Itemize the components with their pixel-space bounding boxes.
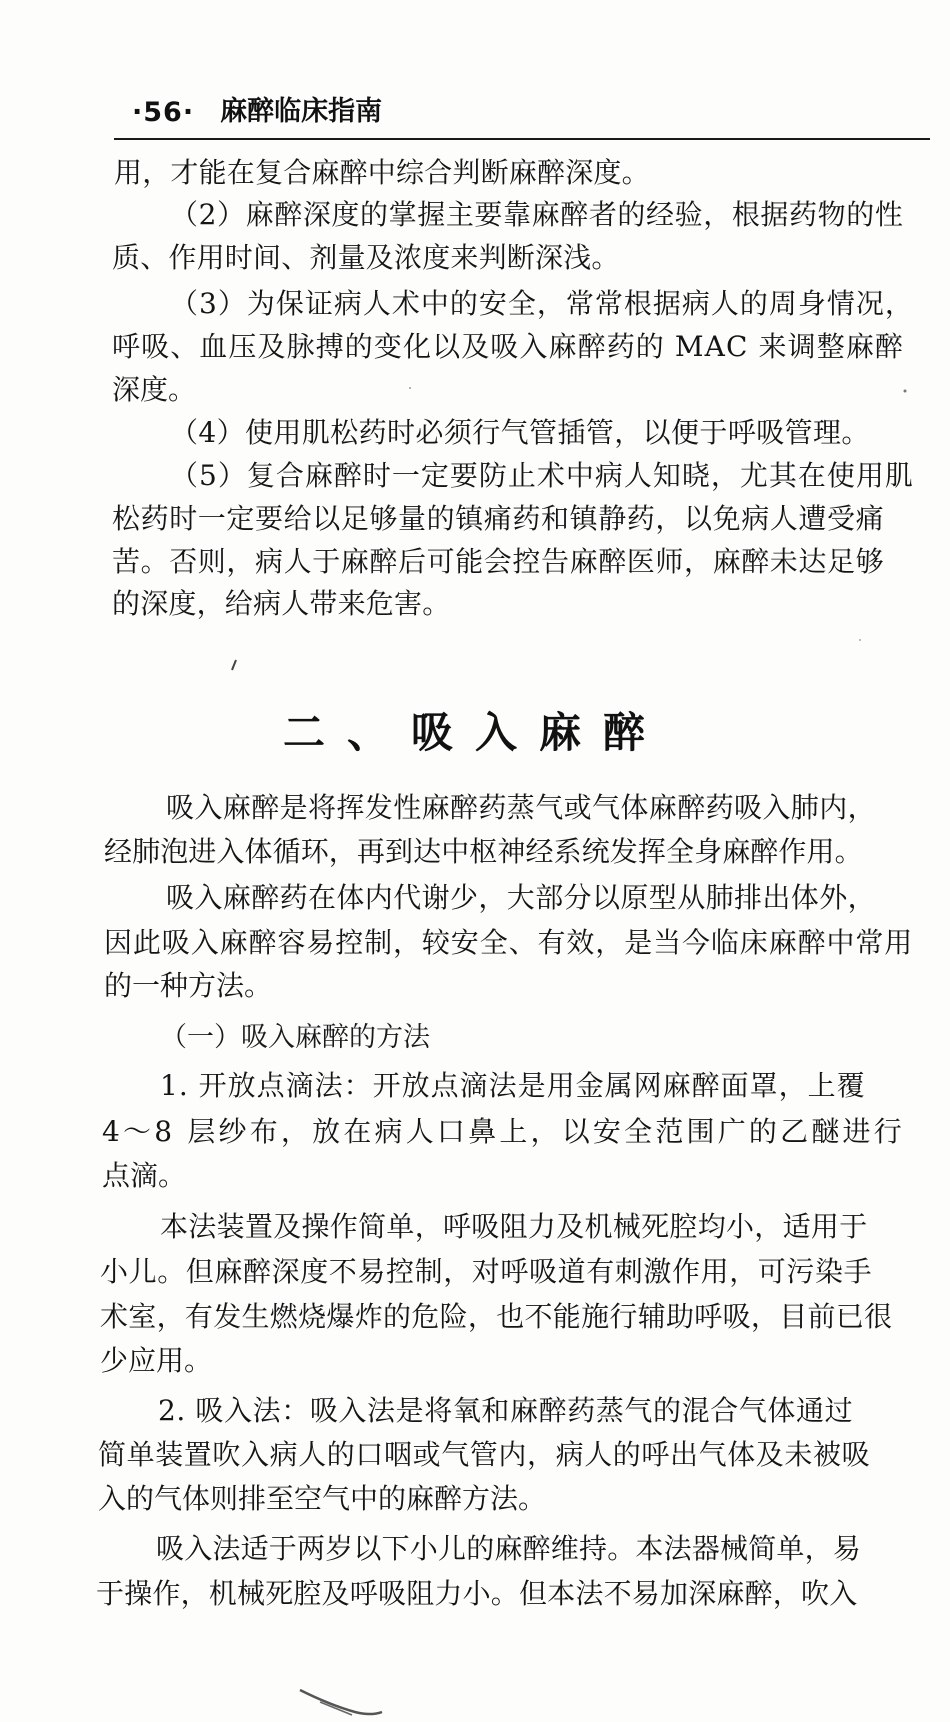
list-item-4: （4）使用肌松药时必须行气管插管，以便于呼吸管理。	[170, 416, 870, 449]
body-line: 4～8 层纱布，放在病人口鼻上，以安全范围广的乙醚进行	[102, 1115, 905, 1148]
speck	[904, 390, 907, 393]
body-line: 小儿。但麻醉深度不易控制，对呼吸道有刺激作用，可污染手	[100, 1255, 873, 1288]
body-line: 苦。否则，病人于麻醉后可能会控告麻醉医师，麻醉未达足够	[112, 545, 885, 578]
body-line: 本法装置及操作简单，呼吸阻力及机械死腔均小，适用于	[160, 1210, 868, 1243]
body-line: 吸入麻醉药在体内代谢少，大部分以原型从肺排出体外，	[166, 881, 877, 914]
body-line: 经肺泡进入体循环，再到达中枢神经系统发挥全身麻醉作用。	[104, 835, 863, 868]
book-title: 麻醉临床指南	[220, 96, 383, 127]
body-line: 点滴。	[102, 1159, 187, 1192]
list-item-5: （5）复合麻醉时一定要防止术中病人知晓，尤其在使用肌	[170, 459, 914, 492]
body-line: 深度。	[112, 373, 197, 406]
body-line: 用，才能在复合麻醉中综合判断麻醉深度。	[114, 156, 650, 189]
speck	[409, 387, 411, 389]
method-1-line: 1. 开放点滴法：开放点滴法是用金属网麻醉面罩，上覆	[160, 1069, 866, 1102]
pencil-tick	[232, 660, 236, 670]
subsection-heading: （一）吸入麻醉的方法	[160, 1022, 430, 1053]
body-line: 简单装置吹入病人的口咽或气管内，病人的呼出气体及未被吸	[98, 1438, 871, 1471]
body-line: 吸入麻醉是将挥发性麻醉药蒸气或气体麻醉药吸入肺内，	[166, 791, 877, 824]
body-line: 的一种方法。	[104, 969, 273, 1002]
body-line: 吸入法适于两岁以下小儿的麻醉维持。本法器械简单，易	[156, 1532, 862, 1565]
page-number: ·56·	[132, 97, 195, 128]
speck	[859, 639, 861, 641]
body-line: 术室，有发生燃烧爆炸的危险，也不能施行辅助呼吸，目前已很	[100, 1300, 893, 1333]
body-line: 少应用。	[100, 1344, 213, 1377]
body-line: 于操作，机械死腔及呼吸阻力小。但本法不易加深麻醉，吹入	[96, 1577, 858, 1610]
list-item-2: （2）麻醉深度的掌握主要靠麻醉者的经验，根据药物的性	[170, 198, 904, 231]
section-heading: 二、吸入麻醉	[282, 708, 667, 757]
body-line: 松药时一定要给以足够量的镇痛药和镇静药，以免病人遭受痛	[112, 502, 885, 535]
body-line: 呼吸、血压及脉搏的变化以及吸入麻醉药的 MAC 来调整麻醉	[112, 330, 905, 363]
body-line: 因此吸入麻醉容易控制，较安全、有效，是当今临床麻醉中常用	[104, 926, 914, 959]
body-line: 的深度，给病人带来危害。	[112, 587, 451, 620]
body-line: 入的气体则排至空气中的麻醉方法。	[98, 1482, 547, 1515]
list-item-3: （3）为保证病人术中的安全，常常根据病人的周身情况，	[170, 287, 914, 320]
method-2-line: 2. 吸入法：吸入法是将氧和麻醉药蒸气的混合气体通过	[158, 1394, 854, 1427]
body-line: 质、作用时间、剂量及浓度来判断深浅。	[112, 241, 620, 274]
